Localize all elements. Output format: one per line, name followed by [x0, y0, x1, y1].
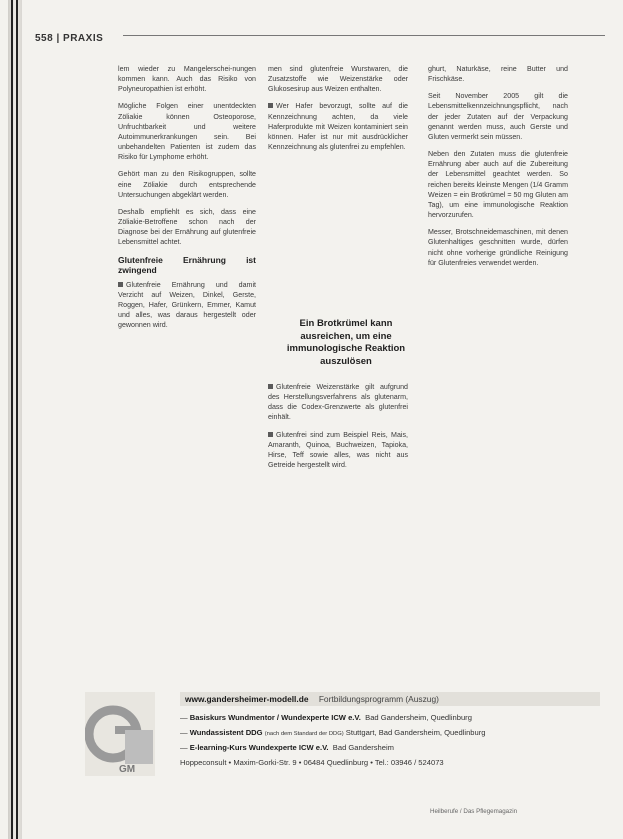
- page-binding-edge: [8, 0, 22, 839]
- ad-subtitle: Fortbildungsprogramm (Auszug): [318, 694, 439, 704]
- square-bullet-icon: [268, 384, 273, 389]
- paragraph: Wer Hafer bevorzugt, sollte auf die Kennzeichnung achten, da viele Haferprodukte mit Weizen kontaminiert sein können. Hafer ist nur mit ausdrücklicher Kennzeichnung als glutenfrei zu empfehlen.: [268, 102, 408, 152]
- gm-logo-icon: [85, 692, 155, 776]
- column-2-continued: [268, 382, 408, 477]
- column-3: [428, 64, 568, 275]
- course-item: — Basiskurs Wundmentor / Wundexperte ICW e.V. Bad Gandersheim, Quedlinburg: [180, 713, 472, 722]
- course-item: — E-learning-Kurs Wundexperte ICW e.V. Bad Gandersheim: [180, 743, 394, 752]
- column-1: [118, 64, 256, 337]
- binding-rule: [16, 0, 18, 839]
- advertisement: [85, 690, 585, 785]
- binding-rule: [11, 0, 13, 839]
- square-bullet-icon: [118, 282, 123, 287]
- website-link[interactable]: www.gandersheimer-modell.de: [185, 694, 309, 704]
- header-rule: [123, 35, 605, 36]
- paragraph: Mögliche Folgen einer unentdeckten Zöliakie können Osteoporose, Unfruchtbarkeit und weitere Autoimmunerkrankungen sein. Bei unbehandelten Patienten ist zudem das Risiko für Lymphome erhöht.: [118, 102, 256, 162]
- page-footer: Heilberufe / Das Pflegemagazin: [430, 808, 518, 815]
- course-item: — Wundassistent DDG (nach dem Standard der DDG) Stuttgart, Bad Gandersheim, Quedlinburg: [180, 728, 486, 737]
- paragraph: Deshalb empfiehlt es sich, dass eine Zöliakie-Betroffene schon nach der Diagnose bei der Ernährung auf glutenfreie Lebensmittel achtet.: [118, 207, 256, 247]
- pull-quote: Ein Brotkrümel kann ausreichen, um eine immunologische Reaktion auszulösen: [286, 318, 406, 367]
- square-bullet-icon: [268, 432, 273, 437]
- contact-line: Hoppeconsult • Maxim-Gorki-Str. 9 • 06484 Quedlinburg • Tel.: 03946 / 524073: [180, 758, 444, 767]
- square-bullet-icon: [268, 103, 273, 108]
- paragraph: Gehört man zu den Risikogruppen, sollte eine Zöliakie durch entsprechende Untersuchungen abgeklärt werden.: [118, 170, 256, 199]
- paragraph: Seit November 2005 gilt die Lebensmittelkennzeichnungspflicht, nach der jeder Zutaten auf der Verpackung genannt werden muss, auch Gerste und Gluten vermerkt sein müssen.: [428, 92, 568, 141]
- paragraph: ghurt, Naturkäse, reine Butter und Frischkäse.: [428, 65, 568, 84]
- section-heading: Glutenfreie Ernährung ist zwingend: [118, 254, 256, 275]
- svg-text:GM: GM: [119, 764, 136, 775]
- page-number-section: 558 | PRAXIS: [35, 33, 104, 44]
- paragraph: Glutenfrei sind zum Beispiel Reis, Mais, Amaranth, Quinoa, Buchweizen, Tapioka, Hirse, Teff sowie alles, was nicht aus Getreide hergestellt wird.: [268, 430, 408, 470]
- paragraph: men sind glutenfreie Wurstwaren, die Zusatzstoffe wie Weizenstärke oder Glukosesirup aus Weizen enthalten.: [268, 65, 408, 94]
- page-header: [35, 28, 605, 42]
- paragraph: Glutenfreie Ernährung und damit Verzicht auf Weizen, Dinkel, Gerste, Roggen, Hafer, Grünkern, Emmer, Kamut und alles, was daraus hergestellt oder gewonnen wird.: [118, 280, 256, 330]
- column-2: [268, 64, 408, 159]
- ad-url-bar: [180, 692, 600, 706]
- paragraph: Neben den Zutaten muss die glutenfreie Ernährung aber auch auf die Zubereitung der Lebensmittel geachtet werden. So reichen bereits kleinste Mengen (1/4 Gramm Weizen = ein Brotkrümel = 50 mg Gluten am Tag), um eine immunologische Reaktion hervorzurufen.: [428, 150, 568, 220]
- paragraph: lem wieder zu Mangelerschei-nungen kommen kann. Auch das Risiko von Polyneuropathien ist erhöht.: [118, 65, 256, 94]
- paragraph: Messer, Brotschneidemaschinen, mit denen Glutenhaltiges geschnitten wurde, dürfen nicht ohne vorherige gründliche Reinigung für Glutenfreies verwendet werden.: [428, 228, 568, 267]
- paragraph: Glutenfreie Weizenstärke gilt aufgrund des Herstellungsverfahrens als glutenarm, dass die Codex-Grenzwerte als glutenfrei einhält.: [268, 383, 408, 422]
